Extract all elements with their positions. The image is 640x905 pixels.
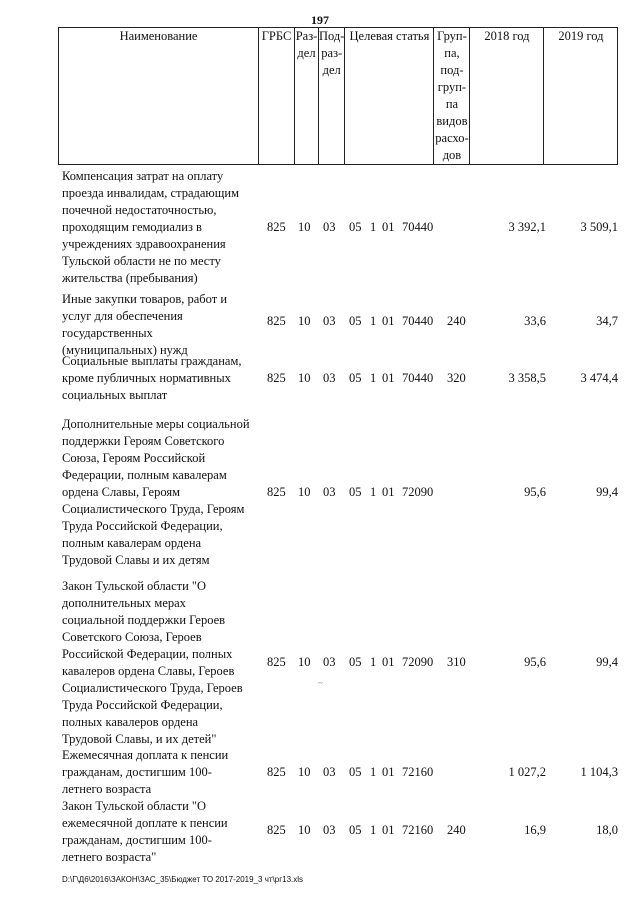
row-grbs: 825 <box>267 220 286 234</box>
row-target-code: 72090 <box>402 485 434 499</box>
row-target-event: 01 <box>382 823 395 837</box>
row-group: 240 <box>447 314 466 328</box>
row-razdel: 10 <box>298 371 311 385</box>
col-header-grbs: ГРБС <box>259 28 295 165</box>
row-target-event: 01 <box>382 220 395 234</box>
row-podrazdel: 03 <box>323 314 336 328</box>
col-header-group: Груп- па, под- груп- па видов расхо- дов <box>434 28 470 165</box>
row-group: 240 <box>447 823 466 837</box>
row-razdel: 10 <box>298 655 311 669</box>
row-name: Ежемесячная доплата к пенсии гражданам, достигшим 100- летнего возраста <box>62 748 229 796</box>
row-target-subprogram: 1 <box>370 314 377 328</box>
row-group: 310 <box>447 655 466 669</box>
row-podrazdel: 03 <box>323 371 336 385</box>
col-header-razdel: Раз- дел <box>295 28 319 165</box>
row-podrazdel: 03 <box>323 655 336 669</box>
row-grbs: 825 <box>267 823 286 837</box>
row-target-program: 05 <box>349 314 362 328</box>
row-podrazdel: 03 <box>323 485 336 499</box>
row-2018: 95,6 <box>524 485 546 499</box>
row-podrazdel: 03 <box>323 220 336 234</box>
page-number: 197 <box>311 13 329 27</box>
row-2018: 16,9 <box>524 823 546 837</box>
row-target-program: 05 <box>349 765 362 779</box>
row-name: Закон Тульской области "О дополнительных мерах социальной поддержки Героев Советского Союза, Героев Российской Федерации, полных кавалеров ордена Славы, Героев Социалистического Труда, Героев Труда Российской Федерации, полных кавалеров ордена Трудовой Славы, и их детей" <box>62 579 243 746</box>
row-2019: 18,0 <box>596 823 618 837</box>
row-2018: 3 392,1 <box>508 220 546 234</box>
row-target-subprogram: 1 <box>370 823 377 837</box>
row-target-event: 01 <box>382 371 395 385</box>
row-name: Социальные выплаты гражданам, кроме публичных нормативных социальных выплат <box>62 354 242 402</box>
row-target-program: 05 <box>349 371 362 385</box>
col-header-podrazdel: Под- раз- дел <box>319 28 345 165</box>
file-path-footer: D:\Г\Д6\2016\ЗАКОН\ЗАС_35\Бюджет ТО 2017-2019_3 чт\рг13.xls <box>62 875 304 884</box>
row-razdel: 10 <box>298 765 311 779</box>
row-grbs: 825 <box>267 314 286 328</box>
row-name: Дополнительные меры социальной поддержки Героям Советского Союза, Героям Российской Федерации, полным кавалерам ордена Славы, Героям Социалистического Труда, Героям Труда Российской Федерации, полным кавалерам ордена Трудовой Славы и их детям <box>62 417 250 567</box>
row-target-event: 01 <box>382 655 395 669</box>
row-grbs: 825 <box>267 765 286 779</box>
row-2019: 34,7 <box>596 314 618 328</box>
row-target-code: 70440 <box>402 371 434 385</box>
row-razdel: 10 <box>298 220 311 234</box>
row-name: Иные закупки товаров, работ и услуг для обеспечения государственных (муниципальных) нужд <box>62 292 228 357</box>
table-header <box>58 27 618 165</box>
row-grbs: 825 <box>267 485 286 499</box>
row-target-program: 05 <box>349 655 362 669</box>
row-2019: 3 474,4 <box>580 371 618 385</box>
row-2018: 95,6 <box>524 655 546 669</box>
row-2019: 99,4 <box>596 485 618 499</box>
row-2018: 33,6 <box>524 314 546 328</box>
row-target-subprogram: 1 <box>370 371 377 385</box>
row-podrazdel: 03 <box>323 823 336 837</box>
row-target-event: 01 <box>382 485 395 499</box>
row-target-subprogram: 1 <box>370 655 377 669</box>
col-header-2019: 2019 год <box>544 28 618 165</box>
col-header-target: Целевая статья <box>345 28 434 165</box>
row-razdel: 10 <box>298 314 311 328</box>
row-grbs: 825 <box>267 655 286 669</box>
row-2019: 99,4 <box>596 655 618 669</box>
row-2019: 1 104,3 <box>580 765 618 779</box>
row-target-event: 01 <box>382 314 395 328</box>
row-target-event: 01 <box>382 765 395 779</box>
col-header-2018: 2018 год <box>470 28 544 165</box>
col-header-name: Наименование <box>59 28 259 165</box>
row-name: Закон Тульской области "О ежемесячной доплате к пенсии гражданам, достигшим 100- летнего возраста" <box>62 799 228 864</box>
row-2018: 1 027,2 <box>508 765 546 779</box>
row-podrazdel: 03 <box>323 765 336 779</box>
scan-mark: ~ <box>318 678 323 688</box>
row-group: 320 <box>447 371 466 385</box>
row-2019: 3 509,1 <box>580 220 618 234</box>
row-target-program: 05 <box>349 485 362 499</box>
row-name: Компенсация затрат на оплату проезда инвалидам, страдающим почечной недостаточностью, проходящим гемодиализ в учреждениях здравоохранения Тульской области не по месту жительства (пребывания) <box>62 169 239 285</box>
row-razdel: 10 <box>298 823 311 837</box>
row-razdel: 10 <box>298 485 311 499</box>
row-target-code: 72090 <box>402 655 434 669</box>
row-2018: 3 358,5 <box>508 371 546 385</box>
row-grbs: 825 <box>267 371 286 385</box>
row-target-code: 72160 <box>402 823 434 837</box>
row-target-program: 05 <box>349 823 362 837</box>
row-target-subprogram: 1 <box>370 220 377 234</box>
row-target-code: 70440 <box>402 220 434 234</box>
row-target-program: 05 <box>349 220 362 234</box>
row-target-subprogram: 1 <box>370 485 377 499</box>
row-target-code: 70440 <box>402 314 434 328</box>
row-target-subprogram: 1 <box>370 765 377 779</box>
row-target-code: 72160 <box>402 765 434 779</box>
